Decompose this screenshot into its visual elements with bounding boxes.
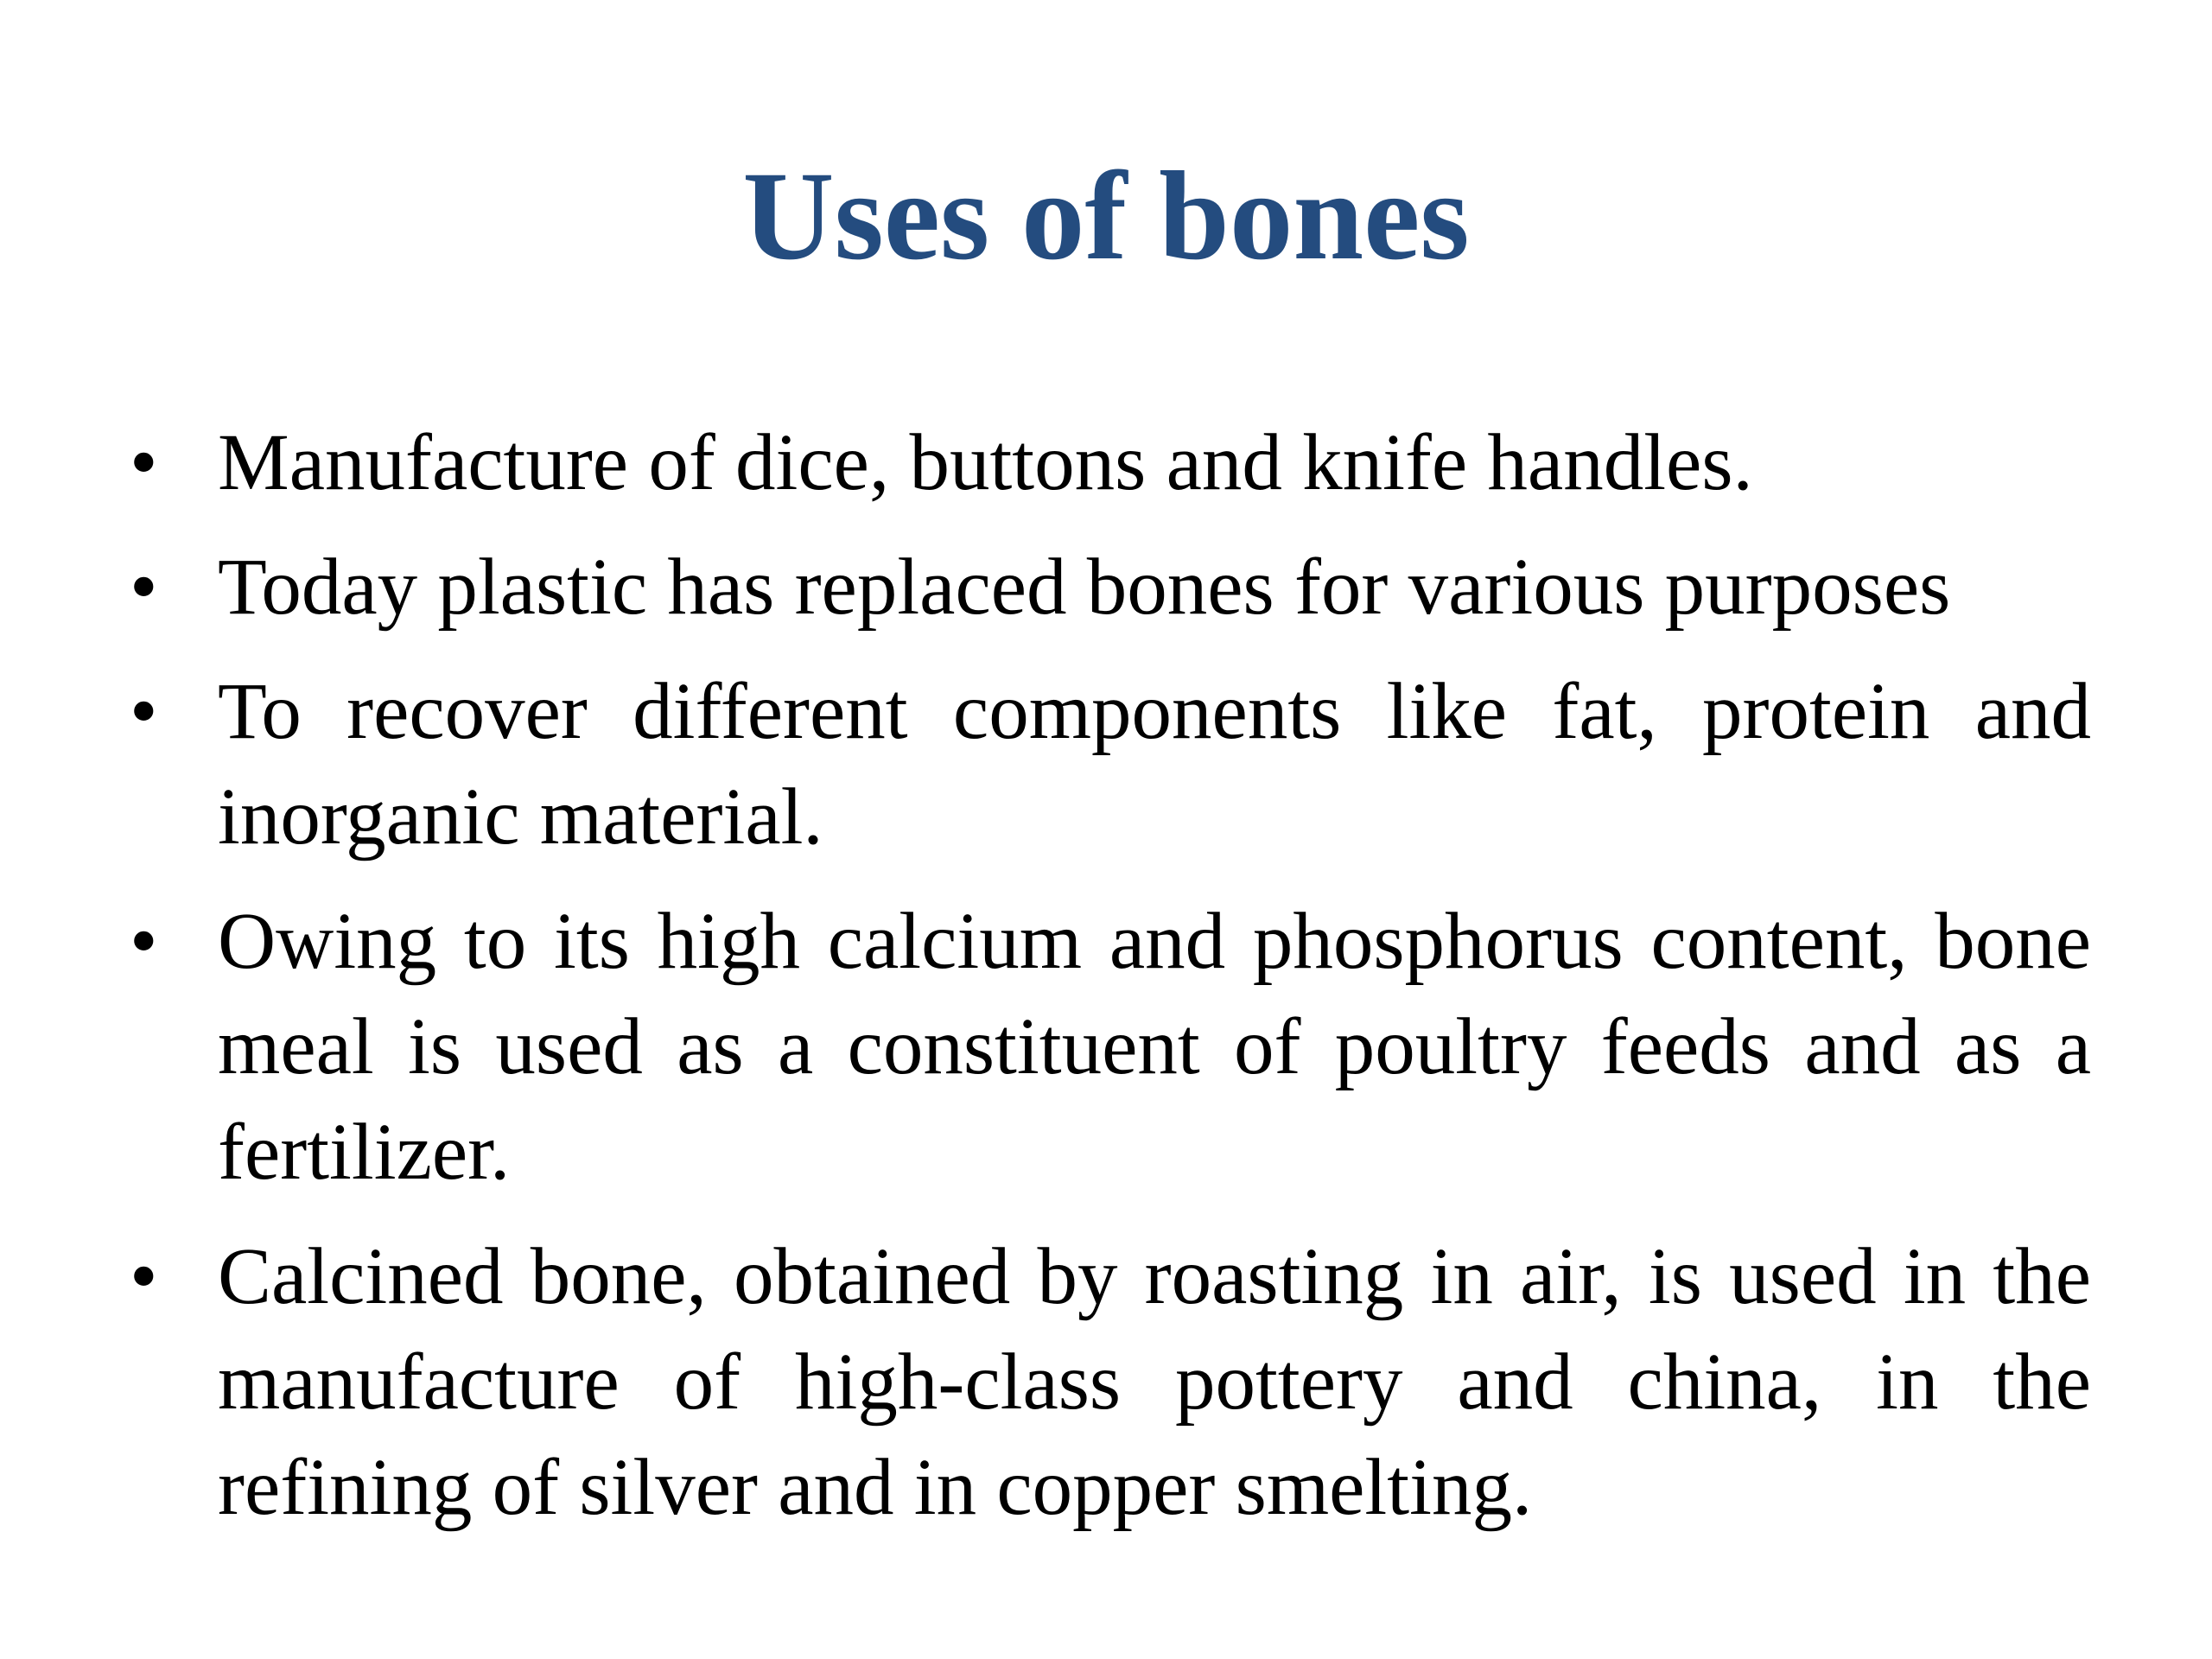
bullet-text: Owing to its high calcium and phosphorus content, bone meal is used as a constituent of poultry feeds and as a fertilizer.: [218, 897, 2091, 1197]
bullet-list: [130, 410, 2091, 1560]
bullet-text: Today plastic has replaced bones for various purposes: [218, 543, 1951, 632]
bullet-icon: •: [130, 897, 158, 986]
bullet-icon: •: [130, 418, 158, 507]
bullet-text: To recover different components like fat, protein and inorganic material.: [218, 667, 2091, 861]
bullet-icon: •: [130, 667, 158, 756]
bullet-item-bone-meal: [130, 889, 2091, 1205]
bullet-item-plastic: [130, 535, 2091, 640]
bullet-text: Manufacture of dice, buttons and knife handles.: [218, 418, 1753, 507]
slide-title: Uses of bones: [742, 145, 1470, 286]
bullet-item-components: [130, 659, 2091, 870]
bullet-icon: •: [130, 1232, 158, 1321]
bullet-text: Calcined bone, obtained by roasting in air, is used in the manufacture of high-class pottery and china, in the refining of silver and in copper smelting.: [218, 1232, 2091, 1532]
bullet-item-manufacture: [130, 410, 2091, 516]
bullet-icon: •: [130, 543, 158, 632]
bullet-item-calcined-bone: [130, 1224, 2091, 1541]
